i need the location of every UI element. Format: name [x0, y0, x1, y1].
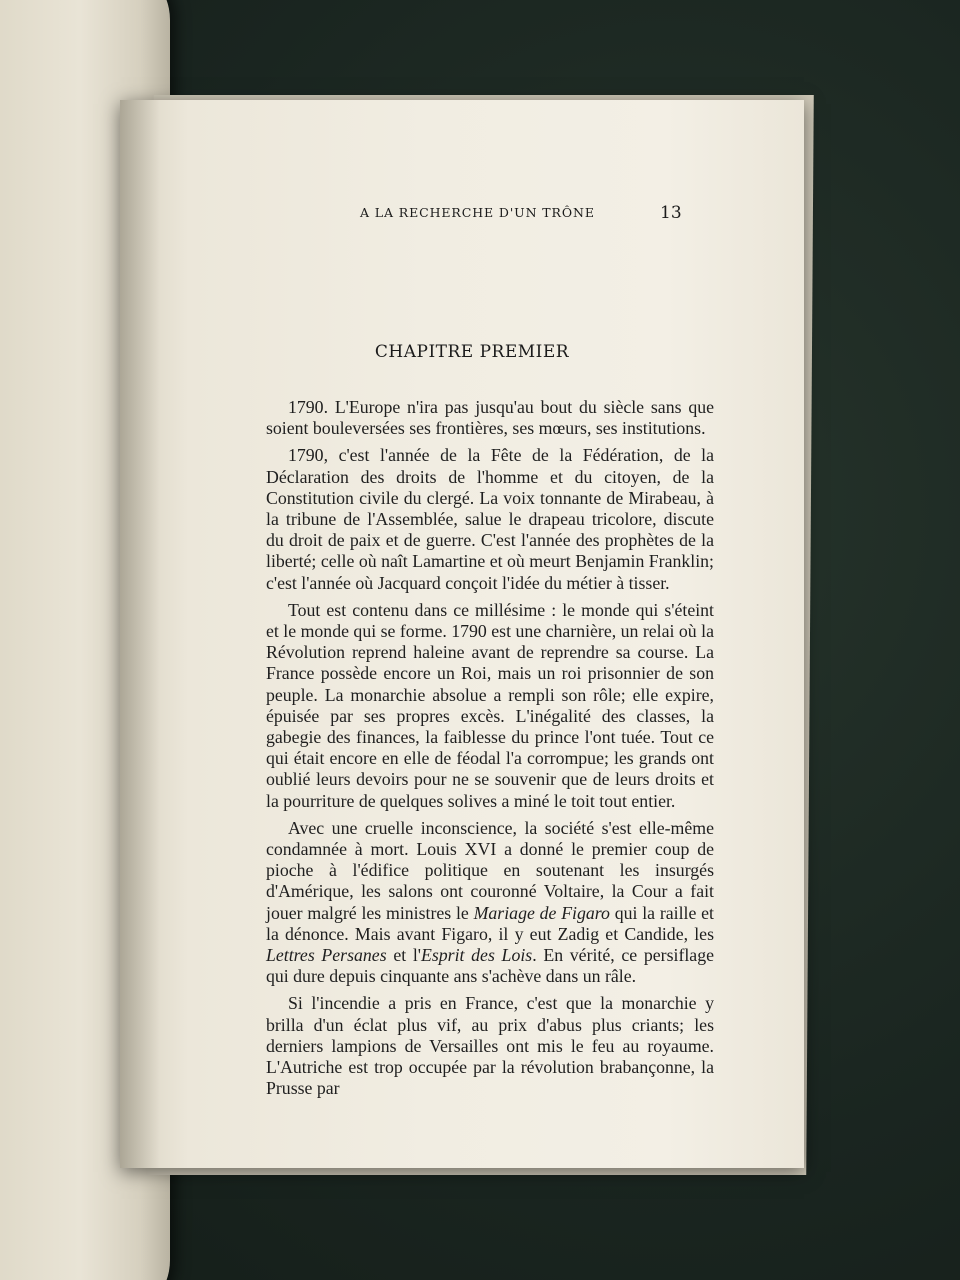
paragraph — [266, 818, 714, 988]
body-text — [266, 397, 714, 1106]
paragraph — [266, 993, 714, 1099]
chapter-title: CHAPITRE PREMIER — [374, 342, 570, 362]
text-run: et l' — [386, 945, 421, 966]
text-run: qui la raille et la dénonce. Mais avant Figaro, il y eut Zadig et Candide, les — [266, 902, 714, 944]
italic-title: Lettres Persanes — [266, 945, 387, 966]
page-number: 13 — [660, 203, 682, 223]
paragraph — [266, 397, 714, 439]
paragraph — [266, 445, 714, 593]
text-run: . En vérité, ce persiflage qui dure depuis cinquante ans s'achève dans un râle. — [266, 945, 714, 987]
book-page — [120, 100, 804, 1168]
text-run: 1790, c'est l'année de la Fête de la Fédération, de la Déclaration des droits de l'homme et du citoyen, de la Constitution civile du clergé. La voix tonnante de Mirabeau, à la tribune de l'Assemblée, salue le drapeau tricolore, discute du droit de paix et de guerre. C'est l'année des prophètes de la liberté; celle où naît Lamartine et où meurt Benjamin Franklin; c'est l'année où Jacquard conçoit l'idée du métier à tisser. — [266, 445, 714, 593]
italic-title: Esprit des Lois — [421, 945, 533, 966]
text-run: 1790. L'Europe n'ira pas jusqu'au bout du siècle sans que soient bouleversées ses frontières, ses mœurs, ses institutions. — [266, 397, 714, 439]
text-run: Tout est contenu dans ce millésime : le monde qui s'éteint et le monde qui se forme. 1790 est une charnière, un relai où la Révolution reprend haleine avant de reprendre sa course. La France possède encore un Roi, mais un roi prisonnier de son peuple. La monarchie absolue a rempli son rôle; elle expire, épuisée par ses propres excès. L'inégalité des classes, la gabegie des finances, la faiblesse du prince l'ont tuée. Tout ce qui était encore en elle de féodal l'a corrompue; les grands ont oublié leurs devoirs pour ne se souvenir que de leurs droits et la pourriture de quelques solives a miné le toit tout entier. — [266, 599, 714, 811]
italic-title: Mariage de Figaro — [473, 902, 610, 923]
running-title: A LA RECHERCHE D'UN TRÔNE — [360, 205, 595, 220]
text-run: Si l'incendie a pris en France, c'est que la monarchie y brilla d'un éclat plus vif, au prix d'abus plus criants; les derniers lampions de Versailles ont mis le feu au royaume. L'Autriche est trop occupée par la révolution brabançonne, la Prusse par — [266, 993, 714, 1099]
paragraph — [266, 600, 714, 812]
text-run: Avec une cruelle inconscience, la société s'est elle-même condamnée à mort. Louis XVI a donné le premier coup de pioche à l'édifice politique en soutenant les insurgés d'Amérique, les salons ont couronné Voltaire, la Cour a fait jouer malgré les ministres le — [266, 817, 714, 923]
